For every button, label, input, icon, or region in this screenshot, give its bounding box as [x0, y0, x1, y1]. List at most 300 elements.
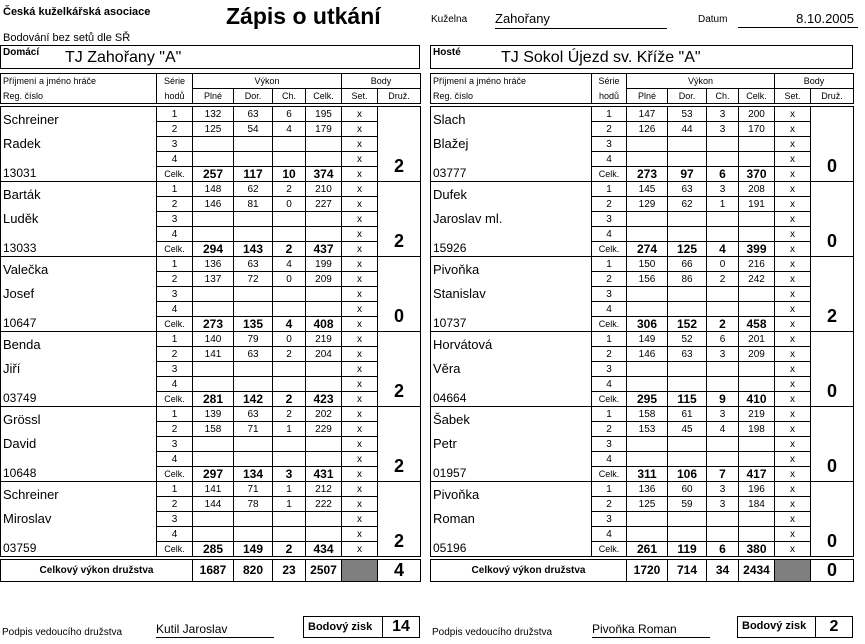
total-label: Celk. [592, 542, 627, 557]
home-team-name: TJ Zahořany "A" [65, 49, 182, 66]
team-points: 0 [811, 560, 854, 582]
serie-number: 4 [157, 227, 193, 242]
serie-value: 158 [193, 422, 234, 437]
away-score-table [430, 73, 854, 582]
player-row [431, 287, 854, 302]
serie-value: 2 [707, 272, 739, 287]
set-mark: x [342, 167, 378, 182]
serie-value: 153 [627, 422, 668, 437]
druz-blank [378, 182, 421, 227]
col-body-header: Body [342, 74, 421, 89]
set-mark: x [775, 317, 811, 332]
serie-number: 2 [592, 272, 627, 287]
away-leader-name: Pivoňka Roman [592, 622, 710, 638]
set-mark: x [775, 122, 811, 137]
serie-value [193, 227, 234, 242]
player-points: 0 [378, 302, 421, 332]
set-mark: x [775, 407, 811, 422]
player-total-value: 2 [273, 242, 306, 257]
serie-value [739, 302, 775, 317]
player-total-value: 297 [193, 467, 234, 482]
player-row [431, 137, 854, 152]
player-points: 0 [811, 377, 854, 407]
set-mark: x [775, 272, 811, 287]
player-total-value: 2 [273, 542, 306, 557]
set-mark: x [342, 392, 378, 407]
serie-value [273, 227, 306, 242]
player-total-value: 417 [739, 467, 775, 482]
set-mark: x [342, 407, 378, 422]
serie-value: 141 [193, 347, 234, 362]
serie-number: 3 [592, 212, 627, 227]
col-celk-header: Celk. [739, 89, 775, 104]
serie-number: 1 [157, 332, 193, 347]
serie-number: 2 [592, 122, 627, 137]
player-total-value: 2 [273, 392, 306, 407]
serie-value [306, 527, 342, 542]
serie-value: 79 [234, 332, 273, 347]
serie-number: 2 [157, 497, 193, 512]
player-total-value: 274 [627, 242, 668, 257]
serie-value: 125 [627, 497, 668, 512]
col-plne-header: Plné [627, 89, 668, 104]
col-hodu-header: hodů [157, 89, 193, 104]
set-mark: x [342, 272, 378, 287]
serie-value: 179 [306, 122, 342, 137]
player-surname: Dufek [431, 182, 592, 212]
serie-number: 3 [157, 437, 193, 452]
set-mark: x [775, 287, 811, 302]
serie-number: 1 [592, 482, 627, 497]
player-row [431, 407, 854, 422]
serie-value: 45 [668, 422, 707, 437]
serie-value [668, 437, 707, 452]
serie-number: 3 [592, 287, 627, 302]
player-row [1, 392, 421, 407]
serie-value: 0 [707, 257, 739, 272]
serie-value [668, 287, 707, 302]
serie-value [273, 287, 306, 302]
set-mark: x [342, 362, 378, 377]
player-surname: Valečka [1, 257, 157, 287]
serie-value [234, 512, 273, 527]
col-body-header: Body [775, 74, 854, 89]
serie-value [234, 137, 273, 152]
player-total-value: 273 [627, 167, 668, 182]
serie-number: 1 [157, 407, 193, 422]
serie-value [193, 137, 234, 152]
serie-value: 222 [306, 497, 342, 512]
home-team-header [0, 45, 420, 69]
player-surname: Schreiner [1, 482, 157, 512]
player-row [431, 482, 854, 497]
serie-number: 2 [157, 272, 193, 287]
player-total-value: 2 [707, 317, 739, 332]
serie-value [627, 377, 668, 392]
serie-value: 44 [668, 122, 707, 137]
serie-value [627, 212, 668, 227]
set-mark: x [342, 227, 378, 242]
serie-value: 62 [234, 182, 273, 197]
player-total-value: 142 [234, 392, 273, 407]
serie-number: 3 [592, 137, 627, 152]
player-total-value: 423 [306, 392, 342, 407]
team-total-value: 2507 [306, 560, 342, 582]
serie-value: 3 [707, 497, 739, 512]
serie-number: 1 [592, 257, 627, 272]
serie-value [273, 302, 306, 317]
serie-value: 137 [193, 272, 234, 287]
serie-value: 204 [306, 347, 342, 362]
player-row [431, 362, 854, 377]
player-row [1, 542, 421, 557]
serie-value [234, 452, 273, 467]
serie-value [668, 377, 707, 392]
player-total-value: 106 [668, 467, 707, 482]
druz-blank [811, 407, 854, 452]
away-team-name: TJ Sokol Újezd sv. Kříže "A" [501, 49, 701, 66]
serie-value: 158 [627, 407, 668, 422]
serie-number: 4 [157, 452, 193, 467]
serie-value: 0 [273, 332, 306, 347]
set-mark: x [775, 512, 811, 527]
team-total-value: 2434 [739, 560, 775, 582]
serie-number: 3 [157, 512, 193, 527]
serie-value [193, 152, 234, 167]
home-leader-label: Podpis vedoucího družstva [2, 627, 123, 638]
set-mark: x [775, 377, 811, 392]
set-mark: x [775, 302, 811, 317]
serie-value [193, 512, 234, 527]
serie-value: 54 [234, 122, 273, 137]
player-row [431, 512, 854, 527]
serie-value [627, 227, 668, 242]
venue-value: Zahořany [495, 11, 667, 29]
player-row [1, 167, 421, 182]
player-row [431, 437, 854, 452]
serie-value: 201 [739, 332, 775, 347]
serie-value: 3 [707, 407, 739, 422]
serie-number: 4 [157, 152, 193, 167]
serie-value: 198 [739, 422, 775, 437]
col-dor-header: Dor. [234, 89, 273, 104]
home-score-table [0, 73, 421, 582]
serie-value [739, 512, 775, 527]
col-vykon-header: Výkon [193, 74, 342, 89]
serie-value: 4 [707, 422, 739, 437]
serie-value [306, 212, 342, 227]
player-total-value: 380 [739, 542, 775, 557]
set-mark: x [775, 467, 811, 482]
serie-number: 2 [157, 122, 193, 137]
team-total-value: 1687 [193, 560, 234, 582]
serie-value [306, 512, 342, 527]
player-reg-number: 03777 [431, 167, 592, 182]
set-mark: x [342, 197, 378, 212]
serie-value: 3 [707, 347, 739, 362]
col-reg-header: Reg. číslo [1, 89, 157, 104]
set-mark: x [342, 152, 378, 167]
player-firstname: Petr [431, 437, 592, 467]
serie-value: 147 [627, 107, 668, 122]
player-row [431, 212, 854, 227]
serie-value [273, 212, 306, 227]
serie-value: 229 [306, 422, 342, 437]
player-row [431, 242, 854, 257]
player-row [1, 212, 421, 227]
serie-value [668, 227, 707, 242]
col-set-header: Set. [342, 89, 378, 104]
player-total-value: 273 [193, 317, 234, 332]
druz-blank [811, 257, 854, 302]
serie-number: 2 [157, 197, 193, 212]
player-reg-number: 05196 [431, 542, 592, 557]
player-reg-number: 10737 [431, 317, 592, 332]
player-total-value: 152 [668, 317, 707, 332]
serie-value [234, 227, 273, 242]
col-ch-header: Ch. [707, 89, 739, 104]
player-firstname: Věra [431, 362, 592, 392]
serie-value: 6 [707, 332, 739, 347]
player-surname: Šabek [431, 407, 592, 437]
player-total-value: 410 [739, 392, 775, 407]
player-points: 2 [378, 377, 421, 407]
player-total-value: 10 [273, 167, 306, 182]
player-reg-number: 10647 [1, 317, 157, 332]
column-subheader-row [1, 89, 421, 104]
player-reg-number: 10648 [1, 467, 157, 482]
set-mark: x [775, 347, 811, 362]
player-surname: Barták [1, 182, 157, 212]
set-mark: x [342, 452, 378, 467]
player-total-value: 458 [739, 317, 775, 332]
serie-value: 63 [234, 347, 273, 362]
serie-value [739, 437, 775, 452]
serie-value [707, 362, 739, 377]
serie-value: 61 [668, 407, 707, 422]
serie-value [234, 212, 273, 227]
away-label: Hosté [433, 47, 461, 58]
player-reg-number: 01957 [431, 467, 592, 482]
player-surname: Pivoňka [431, 257, 592, 287]
col-serie-header: Série [157, 74, 193, 89]
player-total-value: 374 [306, 167, 342, 182]
serie-value [707, 452, 739, 467]
serie-value [193, 377, 234, 392]
home-gain-label: Bodový zisk [308, 621, 373, 633]
team-total-value: 1720 [627, 560, 668, 582]
set-mark: x [342, 437, 378, 452]
set-mark: x [342, 107, 378, 122]
serie-value [707, 377, 739, 392]
serie-value [193, 287, 234, 302]
player-total-value: 6 [707, 167, 739, 182]
player-firstname: Miroslav [1, 512, 157, 542]
team-total-value: 820 [234, 560, 273, 582]
team-total-row [1, 560, 421, 582]
serie-value: 2 [273, 182, 306, 197]
druz-blank [811, 332, 854, 377]
set-mark: x [775, 227, 811, 242]
serie-value: 242 [739, 272, 775, 287]
date-value: 8.10.2005 [738, 11, 858, 28]
set-mark: x [775, 497, 811, 512]
serie-value: 139 [193, 407, 234, 422]
player-total-value: 143 [234, 242, 273, 257]
player-total-value: 294 [193, 242, 234, 257]
player-row [431, 392, 854, 407]
player-row [1, 512, 421, 527]
set-mark: x [775, 107, 811, 122]
serie-value: 71 [234, 422, 273, 437]
player-firstname: Roman [431, 512, 592, 542]
player-total-value: 7 [707, 467, 739, 482]
home-label: Domácí [3, 47, 40, 58]
serie-value [193, 212, 234, 227]
serie-value: 78 [234, 497, 273, 512]
serie-value: 1 [273, 422, 306, 437]
set-mark: x [775, 167, 811, 182]
druz-blank [378, 407, 421, 452]
serie-value: 63 [668, 347, 707, 362]
player-total-value: 135 [234, 317, 273, 332]
player-surname: Schreiner [1, 107, 157, 137]
col-plne-header: Plné [193, 89, 234, 104]
serie-value: 209 [739, 347, 775, 362]
serie-value: 59 [668, 497, 707, 512]
set-mark: x [775, 152, 811, 167]
serie-value: 86 [668, 272, 707, 287]
player-total-value: 97 [668, 167, 707, 182]
player-surname: Benda [1, 332, 157, 362]
set-mark: x [775, 137, 811, 152]
player-total-value: 285 [193, 542, 234, 557]
set-mark: x [775, 452, 811, 467]
total-label: Celk. [157, 392, 193, 407]
player-surname: Horvátová [431, 332, 592, 362]
set-mark: x [342, 287, 378, 302]
serie-value: 3 [707, 482, 739, 497]
team-total-value: 23 [273, 560, 306, 582]
player-total-value: 4 [707, 242, 739, 257]
serie-number: 4 [592, 452, 627, 467]
serie-value: 3 [707, 182, 739, 197]
serie-value [739, 152, 775, 167]
player-row [1, 332, 421, 347]
org-name: Česká kuželkářská asociace [3, 6, 151, 18]
home-gain-value: 14 [382, 617, 419, 637]
set-mark: x [342, 317, 378, 332]
serie-value [273, 377, 306, 392]
player-row [1, 362, 421, 377]
serie-value [668, 362, 707, 377]
set-mark: x [342, 122, 378, 137]
serie-number: 1 [592, 107, 627, 122]
player-total-value: 281 [193, 392, 234, 407]
serie-value: 129 [627, 197, 668, 212]
player-row [1, 437, 421, 452]
serie-value: 200 [739, 107, 775, 122]
druz-blank [378, 257, 421, 302]
serie-number: 2 [592, 497, 627, 512]
serie-number: 3 [157, 287, 193, 302]
serie-value [306, 287, 342, 302]
serie-value: 81 [234, 197, 273, 212]
venue-label: Kuželna [431, 14, 468, 25]
serie-value: 150 [627, 257, 668, 272]
serie-value [707, 512, 739, 527]
serie-value [306, 377, 342, 392]
serie-number: 4 [592, 152, 627, 167]
serie-value [234, 527, 273, 542]
serie-value [234, 152, 273, 167]
set-mark: x [342, 347, 378, 362]
serie-value: 136 [193, 257, 234, 272]
druz-blank [378, 482, 421, 527]
serie-number: 2 [592, 347, 627, 362]
serie-value [306, 452, 342, 467]
serie-value: 126 [627, 122, 668, 137]
serie-value [273, 437, 306, 452]
set-mark: x [775, 242, 811, 257]
player-firstname: David [1, 437, 157, 467]
serie-value [234, 362, 273, 377]
total-label: Celk. [592, 317, 627, 332]
player-row [431, 167, 854, 182]
player-total-value: 149 [234, 542, 273, 557]
player-points: 2 [378, 227, 421, 257]
serie-value: 199 [306, 257, 342, 272]
serie-value [668, 137, 707, 152]
serie-value [306, 152, 342, 167]
set-mark: x [775, 197, 811, 212]
player-total-value: 125 [668, 242, 707, 257]
serie-value [234, 377, 273, 392]
away-gain-label: Bodový zisk [742, 620, 807, 632]
set-mark: x [342, 182, 378, 197]
set-mark: x [775, 422, 811, 437]
serie-value [627, 452, 668, 467]
druz-blank [811, 182, 854, 227]
serie-value: 53 [668, 107, 707, 122]
serie-value: 66 [668, 257, 707, 272]
col-serie-header: Série [592, 74, 627, 89]
column-header-row [1, 74, 421, 89]
player-points: 0 [811, 227, 854, 257]
player-firstname: Radek [1, 137, 157, 167]
serie-number: 1 [592, 407, 627, 422]
serie-value [668, 302, 707, 317]
serie-value: 1 [707, 197, 739, 212]
col-druz-header: Druž. [378, 89, 421, 104]
player-row [1, 182, 421, 197]
serie-number: 4 [157, 302, 193, 317]
serie-number: 2 [592, 422, 627, 437]
serie-value [707, 212, 739, 227]
player-row [431, 257, 854, 272]
serie-value [234, 302, 273, 317]
serie-value: 2 [273, 347, 306, 362]
serie-number: 3 [592, 362, 627, 377]
serie-value [627, 437, 668, 452]
player-reg-number: 03759 [1, 542, 157, 557]
serie-value [193, 362, 234, 377]
player-total-value: 306 [627, 317, 668, 332]
serie-number: 4 [592, 377, 627, 392]
player-firstname: Jiří [1, 362, 157, 392]
set-mark: x [342, 302, 378, 317]
team-total-label: Celkový výkon družstva [1, 560, 193, 582]
